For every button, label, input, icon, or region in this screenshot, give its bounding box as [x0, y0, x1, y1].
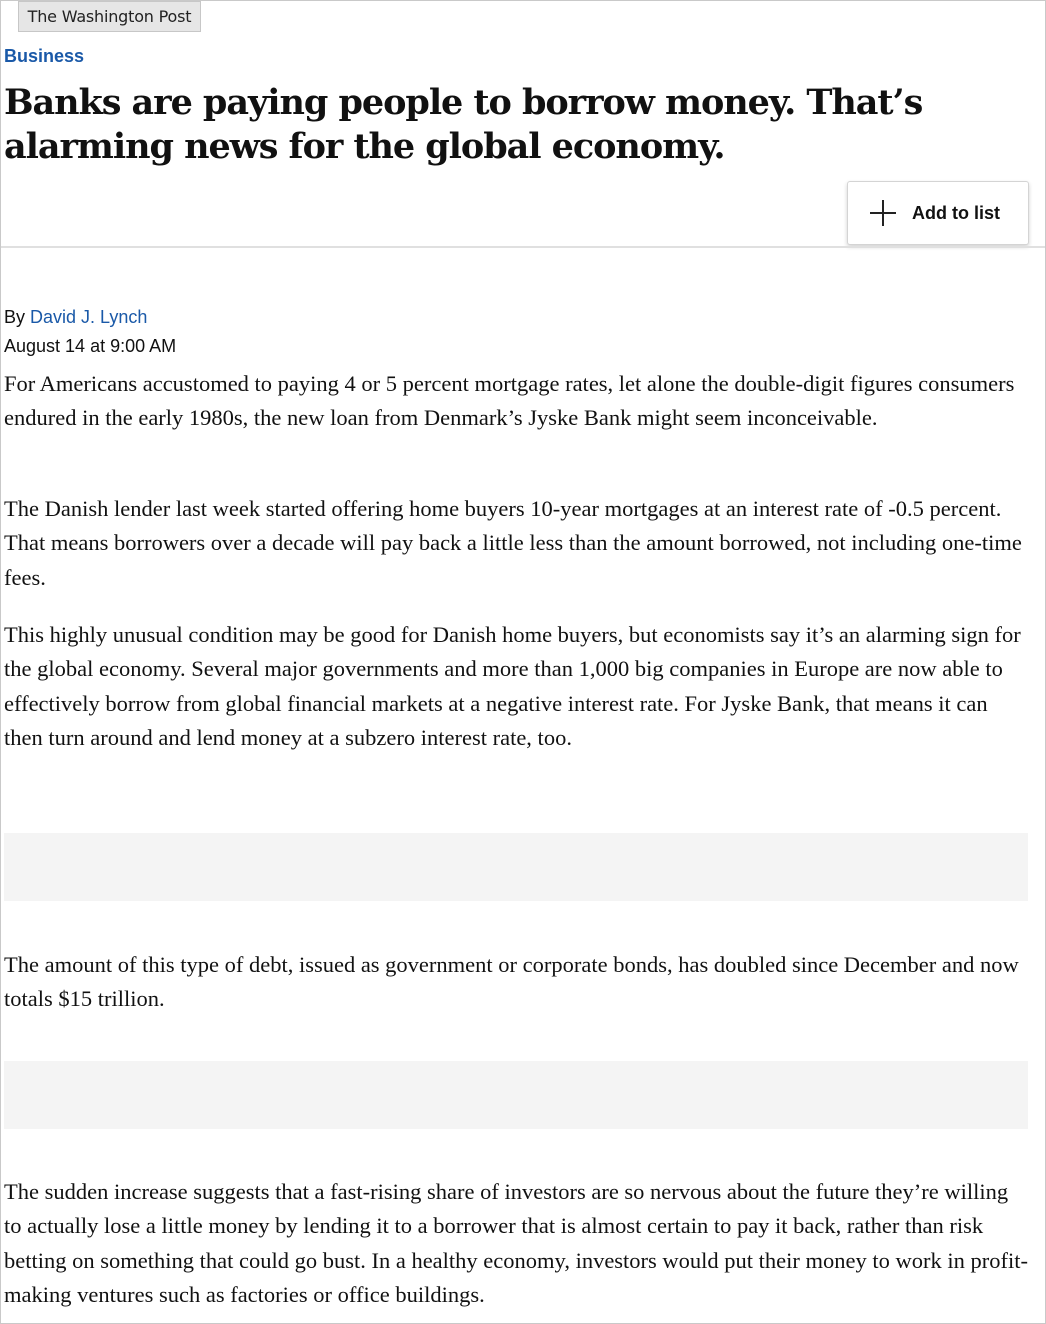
article-paragraph: The sudden increase suggests that a fast-rising share of investors are so nervous about the future they’re willing to actually lose a little money by lending it to a borrower that is almost certain to pay it back, rather than risk betting on something that could go bust. In a healthy economy, investors would put their money to work in profit-making ventures such as factories or office buildings.: [4, 1179, 1029, 1307]
section-kicker-link[interactable]: Business: [4, 46, 85, 66]
ad-placeholder: [4, 833, 1028, 901]
article-paragraph: The Danish lender last week started offering home buyers 10-year mortgages at an interest rate of -0.5 percent. That means borrowers over a decade will pay back a little less than the amount borrowed, not including one-time fees.: [4, 496, 1022, 590]
article-headline: Banks are paying people to borrow money. That’s alarming news for the global economy.: [4, 82, 923, 167]
byline-prefix: By: [4, 307, 26, 327]
byline: [4, 307, 147, 328]
author-link[interactable]: David J. Lynch: [30, 307, 148, 327]
article-paragraph: For Americans accustomed to paying 4 or 5 percent mortgage rates, let alone the double-digit figures consumers endured in the early 1980s, the new loan from Denmark’s Jyske Bank might seem inconceivable.: [4, 371, 1015, 431]
publish-date: August 14 at 9:00 AM: [4, 336, 177, 356]
plus-icon: [870, 200, 896, 226]
header-divider: [1, 246, 1045, 248]
add-to-list-label: Add to list: [912, 202, 1000, 223]
article-paragraph: The amount of this type of debt, issued as government or corporate bonds, has doubled since December and now totals $15 trillion.: [4, 952, 1019, 1012]
article-paragraph: This highly unusual condition may be good for Danish home buyers, but economists say it’s an alarming sign for the global economy. Several major governments and more than 1,000 big companies in Europe are now able to effectively borrow from global financial markets at a negative interest rate. For Jyske Bank, that means it can then turn around and lend money at a subzero interest rate, too.: [4, 622, 1021, 750]
masthead-button[interactable]: The Washington Post: [18, 1, 201, 32]
add-to-list-button[interactable]: [847, 181, 1029, 245]
ad-placeholder: [4, 1061, 1028, 1129]
